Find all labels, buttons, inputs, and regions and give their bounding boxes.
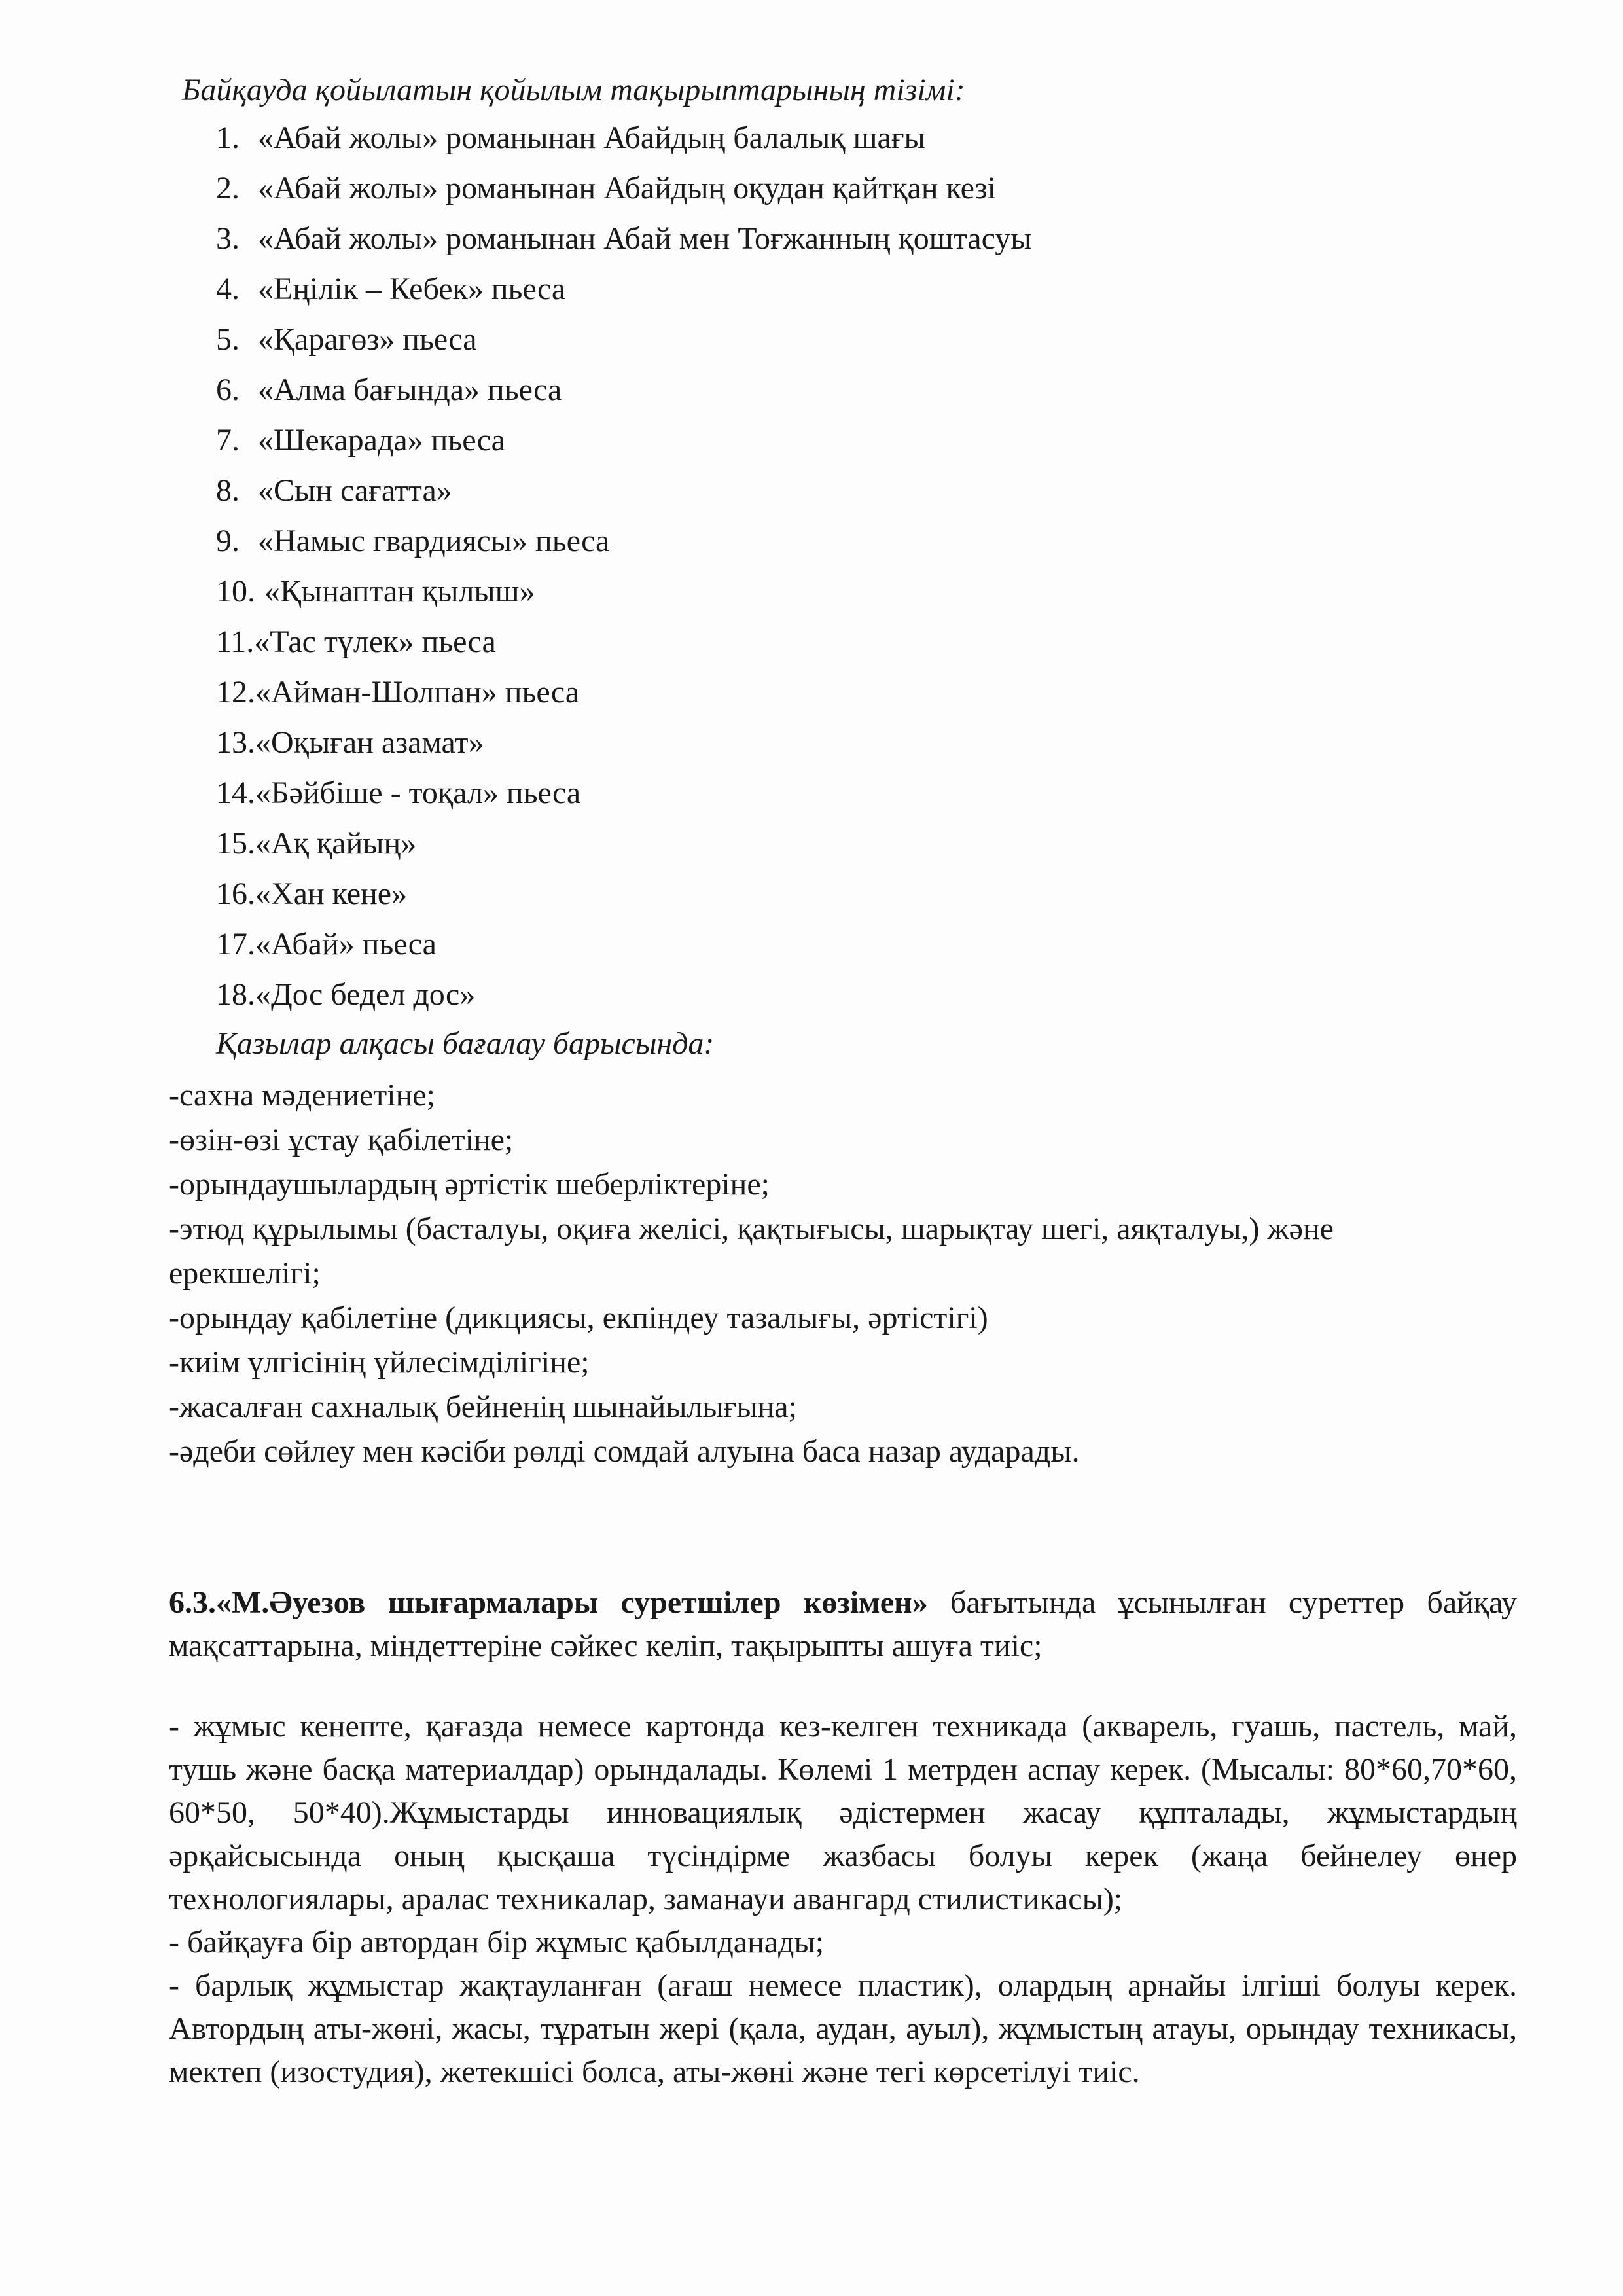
topic-item bbox=[216, 869, 1032, 919]
topic-title: «Шекарада» пьеса bbox=[258, 423, 505, 457]
topic-title: «Бәйбіше - тоқал» пьеса bbox=[255, 776, 581, 810]
topic-number: 16. bbox=[216, 876, 255, 911]
topic-title: «Қарагөз» пьеса bbox=[258, 322, 477, 357]
topic-item bbox=[216, 415, 1032, 465]
topic-title: «Оқыған азамат» bbox=[255, 725, 484, 760]
topic-title: «Қынаптан қылыш» bbox=[264, 574, 535, 609]
topic-item bbox=[216, 465, 1032, 516]
topic-title: «Алма бағында» пьеса bbox=[258, 372, 562, 407]
topic-number: 18. bbox=[216, 977, 255, 1012]
requirements-block bbox=[169, 1705, 1517, 2094]
criterion-item: -орындау қабілетіне (дикциясы, екпіндеу тазалығы, әртістігі) bbox=[169, 1300, 988, 1335]
topic-item bbox=[216, 768, 1032, 818]
topic-title: «Еңілік – Кебек» пьеса bbox=[258, 272, 566, 306]
topic-title: «Абай жолы» романынан Абай мен Тоғжанның қоштасуы bbox=[258, 221, 1032, 256]
topic-item bbox=[216, 667, 1032, 717]
topic-list bbox=[216, 113, 1032, 1020]
topic-item bbox=[216, 163, 1032, 213]
requirement-paragraph: - жұмыс кенепте, қағазда немесе картонда кез-келген техникада (акварель, гуашь, пастель, май, тушь және басқа материалдар) орындалады. Көлемі 1 метрден аспау керек. (Мысалы: 80*60,70*60, 60*50, 50*40).Жұмыстарды инновациялық әдістермен жасау құпталады, жұмыстардың әрқайсысында оның қысқаша түсіндірме жазбасы болуы керек (жаңа бейнелеу өнер технологиялары, аралас техникалар, заманауи авангард стилистикасы); bbox=[169, 1709, 1517, 1916]
jury-heading: Қазылар алқасы бағалау барысында: bbox=[216, 1026, 715, 1061]
topic-item bbox=[216, 516, 1032, 566]
topic-number: 2. bbox=[216, 171, 240, 206]
topic-number: 9. bbox=[216, 524, 240, 558]
topic-number: 4. bbox=[216, 272, 240, 306]
topic-number: 3. bbox=[216, 221, 240, 256]
section-6-3-paragraph bbox=[169, 1581, 1517, 1668]
section-6-3-intro bbox=[169, 1581, 1517, 1668]
section-6-3-text: бағытында ұсынылған суреттер байқау мақсаттарына, міндеттеріне сәйкес келіп, тақырыпты ашуға тиіс; bbox=[169, 1585, 1517, 1663]
criterion-item: -этюд құрылымы (басталуы, оқиға желісі, қақтығысы, шарықтау шегі, аяқталуы,) және ерекшелігі; bbox=[169, 1211, 1334, 1291]
topic-item bbox=[216, 617, 1032, 667]
topic-number: 17. bbox=[216, 927, 255, 961]
topic-number: 10. bbox=[216, 574, 255, 609]
topic-number: 11. bbox=[216, 624, 255, 659]
topic-title: «Айман-Шолпан» пьеса bbox=[255, 675, 580, 709]
topic-item bbox=[216, 566, 1032, 617]
topic-item bbox=[216, 365, 1032, 415]
topic-title: «Абай» пьеса bbox=[255, 927, 437, 961]
topic-title: «Дос бедел дос» bbox=[255, 977, 476, 1012]
topic-title: «Хан кене» bbox=[255, 876, 408, 911]
topic-title: «Тас түлек» пьеса bbox=[254, 624, 496, 659]
topic-item bbox=[216, 717, 1032, 768]
topic-item bbox=[216, 213, 1032, 264]
topic-item bbox=[216, 113, 1032, 163]
topic-item bbox=[216, 818, 1032, 869]
topic-number: 8. bbox=[216, 473, 240, 508]
topic-title: «Абай жолы» романынан Абайдың оқудан қайтқан кезі bbox=[258, 171, 996, 206]
requirement-paragraph: - барлық жұмыстар жақтауланған (ағаш немесе пластик), олардың арнайы ілгіші болуы керек. Автордың аты-жөні, жасы, тұратын жері (қала, аудан, ауыл), жұмыстың атауы, орындау техникасы, мектеп (изостудия), жетекшісі болса, аты-жөні және тегі көрсетілуі тиіс. bbox=[169, 1968, 1517, 2089]
topic-item bbox=[216, 969, 1032, 1020]
topic-item bbox=[216, 314, 1032, 365]
topic-number: 12. bbox=[216, 675, 255, 709]
topic-title: «Ақ қайың» bbox=[255, 826, 417, 861]
topic-number: 6. bbox=[216, 372, 240, 407]
criterion-item: -сахна мәдениетіне; bbox=[169, 1078, 435, 1113]
topic-number: 15. bbox=[216, 826, 255, 861]
topic-number: 7. bbox=[216, 423, 240, 457]
topic-number: 1. bbox=[216, 120, 240, 155]
criteria-list bbox=[169, 1073, 1504, 1474]
section-6-3-title: 6.3.«М.Әуезов шығармалары суретшілер көзімен» bbox=[169, 1585, 928, 1620]
criterion-item: -өзін-өзі ұстау қабілетіне; bbox=[169, 1122, 514, 1157]
topic-item bbox=[216, 919, 1032, 969]
topic-number: 14. bbox=[216, 776, 255, 810]
topic-title: «Абай жолы» романынан Абайдың балалық шағы bbox=[258, 120, 925, 155]
criterion-item: -орындаушылардың әртістік шеберліктеріне; bbox=[169, 1167, 770, 1202]
topic-number: 13. bbox=[216, 725, 255, 760]
topic-list-heading: Байқауда қойылатын қойылым тақырыптарының тізімі: bbox=[182, 73, 965, 107]
topic-title: «Сын сағатта» bbox=[258, 473, 452, 508]
criterion-item: -жасалған сахналық бейненің шынайылығына; bbox=[169, 1390, 797, 1424]
criterion-item: -әдеби сөйлеу мен кәсіби рөлді сомдай алуына баса назар аударады. bbox=[169, 1434, 1080, 1469]
criterion-item: -киім үлгісінің үйлесімділігіне; bbox=[169, 1345, 590, 1380]
topic-item bbox=[216, 264, 1032, 314]
topic-number: 5. bbox=[216, 322, 240, 357]
requirement-paragraph: - байқауға бір автордан бір жұмыс қабылданады; bbox=[169, 1925, 825, 1960]
topic-title: «Намыс гвардиясы» пьеса bbox=[258, 524, 610, 558]
